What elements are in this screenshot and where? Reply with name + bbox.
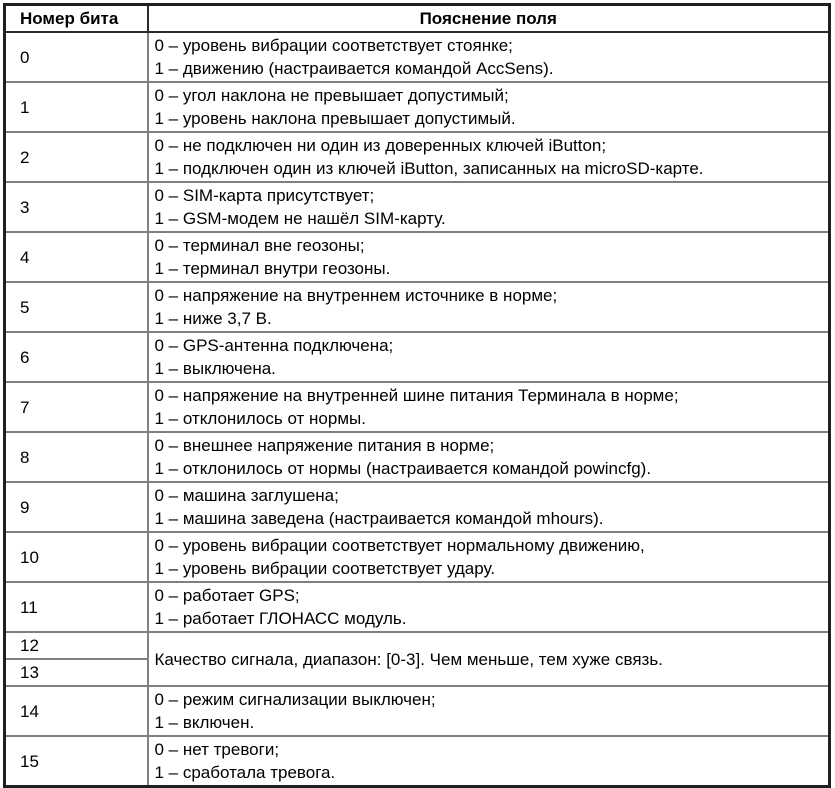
table-row [5,32,830,82]
table-row [5,182,830,232]
explanation-line: Качество сигнала, диапазон: [0-3]. Чем меньше, тем хуже связь. [154,649,663,669]
explanation-line: 0 – напряжение на внутренней шине питания Терминала в норме; [154,386,679,405]
table-row [5,532,830,582]
explanation-line: 1 – GSM-модем не нашёл SIM-карту. [154,209,446,228]
bit-number-cell: 7 [5,382,148,432]
table-row [5,282,830,332]
explanation-line: 1 – уровень наклона превышает допустимый. [154,109,516,128]
explanation-line: 0 – уровень вибрации соответствует стоянке; [154,36,513,55]
explanation-line: 1 – ниже 3,7 В. [154,309,272,328]
field-explanation-cell [148,132,830,182]
column-header-bit-number: Номер бита [5,5,148,33]
field-explanation-cell [148,82,830,132]
explanation-line: 0 – уровень вибрации соответствует нормальному движению, [154,536,645,555]
table-row [5,432,830,482]
bit-number-cell: 4 [5,232,148,282]
bit-number-cell: 3 [5,182,148,232]
explanation-line: 1 – отклонилось от нормы (настраивается командой powincfg). [154,459,652,478]
field-explanation-cell [148,282,830,332]
field-explanation-cell [148,232,830,282]
bit-description-table [3,3,831,788]
explanation-line: 1 – работает ГЛОНАСС модуль. [154,609,407,628]
table-row [5,686,830,736]
column-header-field-explanation: Пояснение поля [148,5,830,33]
field-explanation-cell [148,32,830,82]
table-row [5,232,830,282]
bit-number-cell: 15 [5,736,148,787]
table-row [5,82,830,132]
explanation-line: 0 – режим сигнализации выключен; [154,690,436,709]
explanation-line: 1 – подключен один из ключей iButton, записанных на microSD-карте. [154,159,704,178]
field-explanation-cell [148,632,830,686]
explanation-line: 0 – внешнее напряжение питания в норме; [154,436,495,455]
bit-number-cell: 0 [5,32,148,82]
bit-number-cell: 8 [5,432,148,482]
table-row [5,332,830,382]
table-row [5,482,830,532]
header-row [5,5,830,33]
bit-number-cell: 5 [5,282,148,332]
explanation-line: 1 – уровень вибрации соответствует удару. [154,559,496,578]
field-explanation-cell [148,182,830,232]
explanation-line: 0 – не подключен ни один из доверенных ключей iButton; [154,136,607,155]
table-row [5,736,830,787]
explanation-line: 0 – напряжение на внутреннем источнике в норме; [154,286,558,305]
explanation-line: 1 – выключена. [154,359,276,378]
bit-number-cell: 1 [5,82,148,132]
explanation-line: 1 – отклонилось от нормы. [154,409,366,428]
bit-number-cell: 10 [5,532,148,582]
bit-number-cell: 14 [5,686,148,736]
explanation-line: 0 – машина заглушена; [154,486,339,505]
table-row [5,582,830,632]
bit-number-cell: 11 [5,582,148,632]
field-explanation-cell [148,432,830,482]
table-row [5,382,830,432]
field-explanation-cell [148,532,830,582]
field-explanation-cell [148,686,830,736]
explanation-line: 1 – движению (настраивается командой AccSens). [154,59,554,78]
field-explanation-cell [148,382,830,432]
explanation-line: 0 – нет тревоги; [154,740,280,759]
field-explanation-cell [148,332,830,382]
explanation-line: 0 – SIM-карта присутствует; [154,186,375,205]
table-row [5,632,830,659]
bit-number-cell: 9 [5,482,148,532]
bit-number-cell: 2 [5,132,148,182]
explanation-line: 0 – работает GPS; [154,586,300,605]
explanation-line: 1 – включен. [154,713,255,732]
field-explanation-cell [148,736,830,787]
bit-number-cell: 13 [5,659,148,686]
field-explanation-cell [148,582,830,632]
explanation-line: 0 – GPS-антенна подключена; [154,336,394,355]
explanation-line: 1 – сработала тревога. [154,763,336,782]
field-explanation-cell [148,482,830,532]
explanation-line: 1 – машина заведена (настраивается командой mhours). [154,509,604,528]
explanation-line: 0 – терминал вне геозоны; [154,236,365,255]
explanation-line: 0 – угол наклона не превышает допустимый; [154,86,509,105]
table-row [5,132,830,182]
explanation-line: 1 – терминал внутри геозоны. [154,259,391,278]
bit-number-cell: 6 [5,332,148,382]
bit-number-cell: 12 [5,632,148,659]
table-body [5,32,830,787]
